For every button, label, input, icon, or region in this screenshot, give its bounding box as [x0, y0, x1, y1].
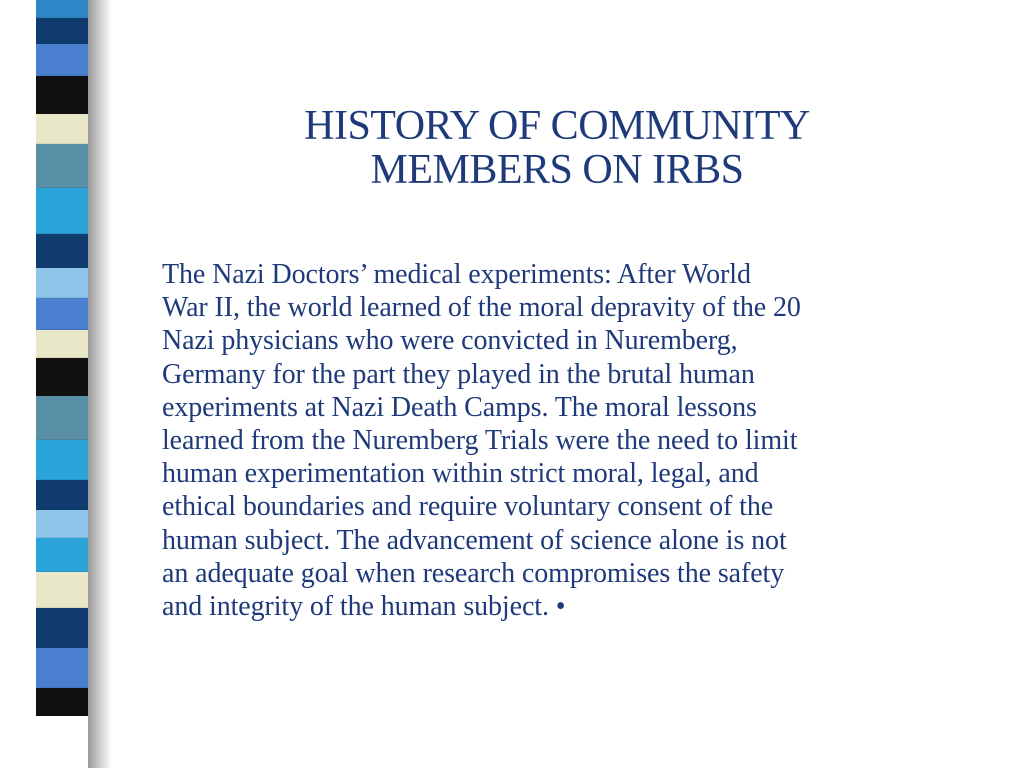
band-segment: [36, 44, 92, 76]
body-line: Germany for the part they played in the brutal human: [162, 358, 755, 390]
band-segment: [36, 572, 92, 608]
body-line: and integrity of the human subject. •: [162, 591, 566, 623]
body-line: experiments at Nazi Death Camps. The moral lessons: [162, 391, 757, 423]
band-segment: [36, 480, 92, 510]
band-segment: [36, 0, 92, 18]
band-segment: [36, 396, 92, 440]
title-line: HISTORY OF COMMUNITY: [304, 103, 810, 149]
band-segment: [36, 440, 92, 480]
band-segment: [36, 648, 92, 688]
band-segment: [36, 114, 92, 144]
body-line: an adequate goal when research compromises the safety: [162, 557, 785, 589]
decorative-left-band: [36, 0, 92, 768]
band-segment: [36, 144, 92, 188]
band-segment: [36, 538, 92, 572]
slide-body: [162, 258, 962, 623]
band-segment: [36, 234, 92, 268]
band-segment: [36, 330, 92, 358]
band-segment: [36, 76, 92, 114]
band-segment: [36, 188, 92, 234]
body-line: War II, the world learned of the moral depravity of the 20: [162, 292, 801, 324]
band-segment: [36, 608, 92, 648]
title-line: MEMBERS ON IRBS: [370, 147, 744, 193]
band-segment: [36, 358, 92, 396]
band-segment: [36, 688, 92, 716]
slide-title: [150, 104, 964, 192]
body-line: learned from the Nuremberg Trials were the need to limit: [162, 425, 798, 457]
band-segment: [36, 18, 92, 44]
body-line: The Nazi Doctors’ medical experiments: After World: [162, 259, 751, 290]
band-shadow: [88, 0, 112, 768]
band-segment: [36, 510, 92, 538]
body-line: human subject. The advancement of science alone is not: [162, 524, 787, 556]
body-line: Nazi physicians who were convicted in Nuremberg,: [162, 325, 738, 357]
band-segment: [36, 268, 92, 298]
body-line: human experimentation within strict moral, legal, and: [162, 458, 759, 490]
band-segment: [36, 298, 92, 330]
body-line: ethical boundaries and require voluntary consent of the: [162, 491, 774, 523]
